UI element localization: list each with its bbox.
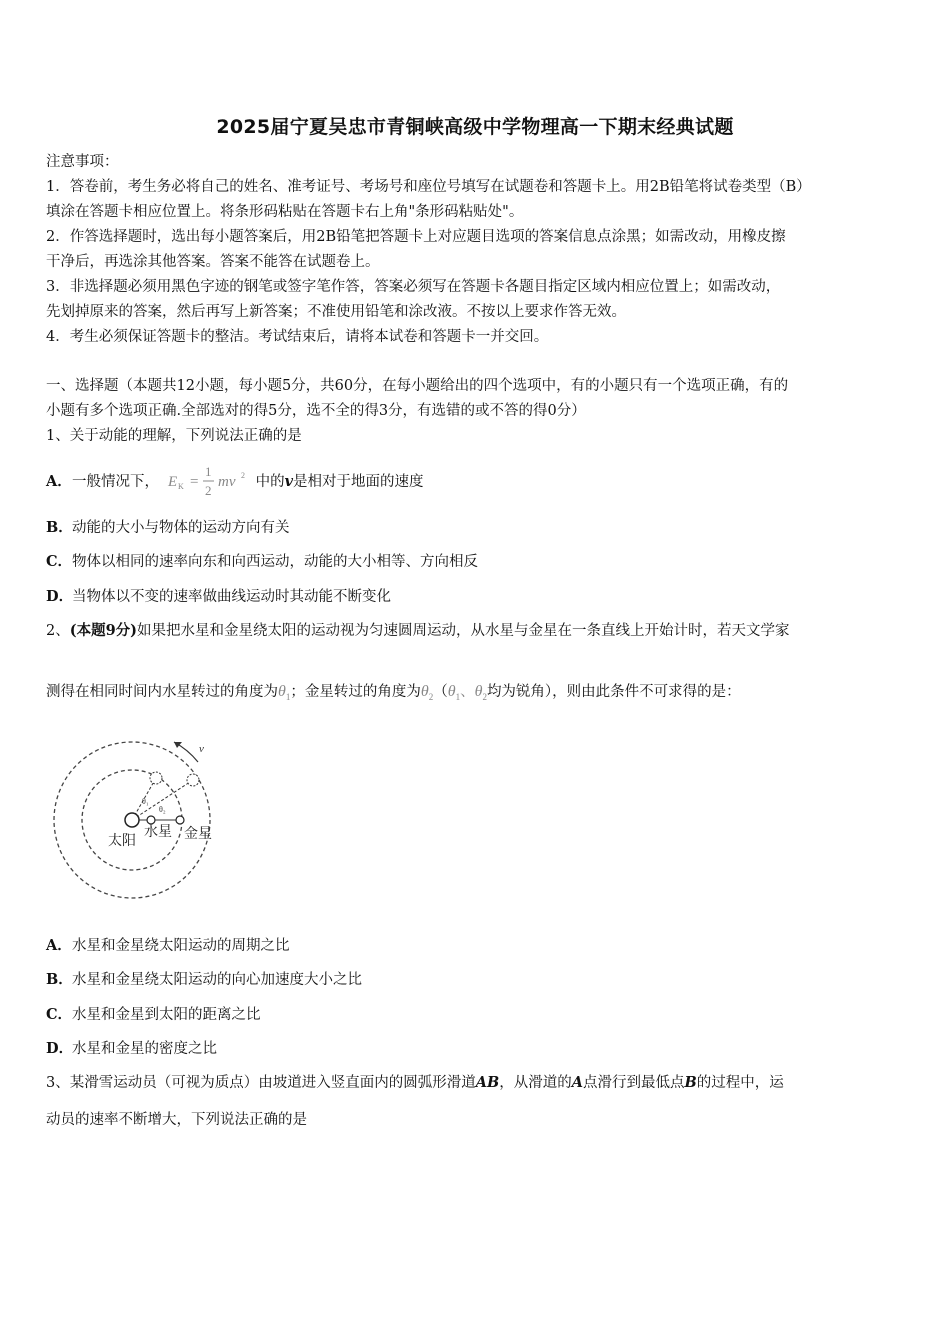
variable-a: A <box>571 1074 584 1091</box>
question-2-option-d <box>46 1039 908 1059</box>
velocity-label: v <box>199 743 204 755</box>
formula-sub: K <box>177 482 184 491</box>
sun-label: 太阳 <box>108 833 136 849</box>
option-label: D． <box>46 1040 74 1057</box>
notice-item: 1．答卷前，考生务必将自己的姓名、准考证号、考场号和座位号填写在试题卷和答题卡上。用2B铅笔将试卷类型（B） <box>46 179 811 195</box>
question-text: 均为锐角），则由此条件不可求得的是： <box>486 684 741 700</box>
formula-num: 1 <box>204 464 212 479</box>
option-text: 水星和金星的密度之比 <box>72 1041 217 1057</box>
mercury-label: 水星 <box>144 824 172 840</box>
notice-item: 3．非选择题必须用黑色字迹的钢笔或签字笔作答，答案必须写在答题卡各题目指定区域内相应位置上；如需改动， <box>46 279 781 295</box>
separator: 、 <box>460 684 475 700</box>
question-1-option-d <box>46 587 908 607</box>
option-label: C． <box>46 553 73 570</box>
angle-theta-2: θ₂ <box>159 805 166 814</box>
angle-theta-1: θ₁ <box>142 797 149 806</box>
page-title: 2025届宁夏吴忠市青铜峡高级中学物理高一下期末经典试题 <box>216 116 734 138</box>
venus-later-icon <box>187 774 199 786</box>
orbit-diagram <box>46 730 246 900</box>
question-text: ，从滑道的 <box>499 1075 572 1091</box>
venus-icon <box>176 816 184 824</box>
question-text: 测得在相同时间内水星转过的角度为 <box>46 684 278 700</box>
question-number: 2、 <box>46 623 70 639</box>
mercury-later-icon <box>150 772 162 784</box>
question-2-stem-cont <box>46 678 908 711</box>
question-text: （ <box>433 684 448 700</box>
formula-eq: = <box>189 474 199 490</box>
theta-2: $\theta_2$ <box>474 683 487 703</box>
variable-v: v <box>284 473 294 490</box>
question-2-stem <box>46 621 908 641</box>
mercury-icon <box>147 816 155 824</box>
question-2-option-b <box>46 970 908 990</box>
question-1-stem: 1、关于动能的理解，下列说法正确的是 <box>46 428 302 444</box>
theta-1: $\theta_1$ <box>278 683 291 703</box>
question-text: 3、某滑雪运动员（可视为质点）由坡道进入竖直面内的圆弧形滑道 <box>46 1075 476 1091</box>
variable-b: B <box>684 1074 697 1091</box>
question-1-option-c <box>46 552 908 572</box>
formula-mv: mv <box>217 474 236 490</box>
question-3-stem-cont: 动员的速率不断增大，下列说法正确的是 <box>46 1112 307 1128</box>
option-text: 一般情况下， <box>72 474 159 490</box>
option-text: 中的 <box>255 474 285 490</box>
variable-ab: AB <box>475 1074 500 1091</box>
formula-den: 2 <box>204 483 212 498</box>
section-heading: 一、选择题（本题共12小题，每小题5分，共60分，在每小题给出的四个选项中，有的小题只有一个选项正确，有的 <box>46 378 789 394</box>
section-heading-cont: 小题有多个选项正确.全部选对的得5分，选不全的得3分，有选错的或不答的得0分） <box>46 403 586 419</box>
notice-item: 干净后，再选涂其他答案。答案不能答在试题卷上。 <box>46 254 380 270</box>
formula-sup: 2 <box>240 471 245 480</box>
option-text: 动能的大小与物体的运动方向有关 <box>72 520 290 536</box>
question-text: 如果把水星和金星绕太阳的运动视为匀速圆周运动，从水星与金星在一条直线上开始计时，若天文学家 <box>137 623 790 639</box>
question-1-option-a <box>46 462 908 502</box>
option-text: 物体以相同的速率向东和向西运动，动能的大小相等、方向相反 <box>72 554 478 570</box>
option-text: 水星和金星到太阳的距离之比 <box>72 1007 261 1023</box>
question-3-stem <box>46 1073 908 1093</box>
option-label: C． <box>46 1006 73 1023</box>
notice-item: 4．考生必须保证答题卡的整洁。考试结束后，请将本试卷和答题卡一并交回。 <box>46 329 549 345</box>
theta-2: $\theta_2$ <box>420 683 434 703</box>
question-2-option-a <box>46 936 908 956</box>
sun-icon <box>125 813 139 827</box>
option-text: 是相对于地面的速度 <box>293 474 424 490</box>
kinetic-energy-formula <box>164 462 256 502</box>
notice-item: 填涂在答题卡相应位置上。将条形码粘贴在答题卡右上角"条形码粘贴处"。 <box>46 204 524 220</box>
option-text: 水星和金星绕太阳运动的向心加速度大小之比 <box>72 972 362 988</box>
question-1-option-b <box>46 518 908 538</box>
option-label: B． <box>46 519 73 536</box>
notice-item: 先划掉原来的答案，然后再写上新答案；不准使用铅笔和涂改液。不按以上要求作答无效。 <box>46 304 626 320</box>
score-tag: (本题9分) <box>69 622 138 639</box>
question-2-option-c <box>46 1005 908 1025</box>
theta-1: $\theta_1$ <box>447 683 461 703</box>
option-label: B． <box>46 971 73 988</box>
venus-label: 金星 <box>184 826 212 842</box>
option-label: A． <box>46 473 72 490</box>
option-label: A． <box>46 937 72 954</box>
question-text: 点滑行到最低点 <box>583 1075 685 1091</box>
option-text: 水星和金星绕太阳运动的周期之比 <box>72 938 290 954</box>
question-text: 的过程中，运 <box>696 1075 784 1091</box>
question-text: ；金星转过的角度为 <box>290 684 421 700</box>
formula-e: E <box>167 474 177 490</box>
notice-item: 2．作答选择题时，选出每小题答案后，用2B铅笔把答题卡上对应题目选项的答案信息点涂黑；如需改动，用橡皮擦 <box>46 229 786 245</box>
option-label: D． <box>46 588 74 605</box>
notice-heading: 注意事项： <box>46 154 119 170</box>
velocity-arrow-icon <box>174 742 182 748</box>
option-text: 当物体以不变的速率做曲线运动时其动能不断变化 <box>72 589 391 605</box>
